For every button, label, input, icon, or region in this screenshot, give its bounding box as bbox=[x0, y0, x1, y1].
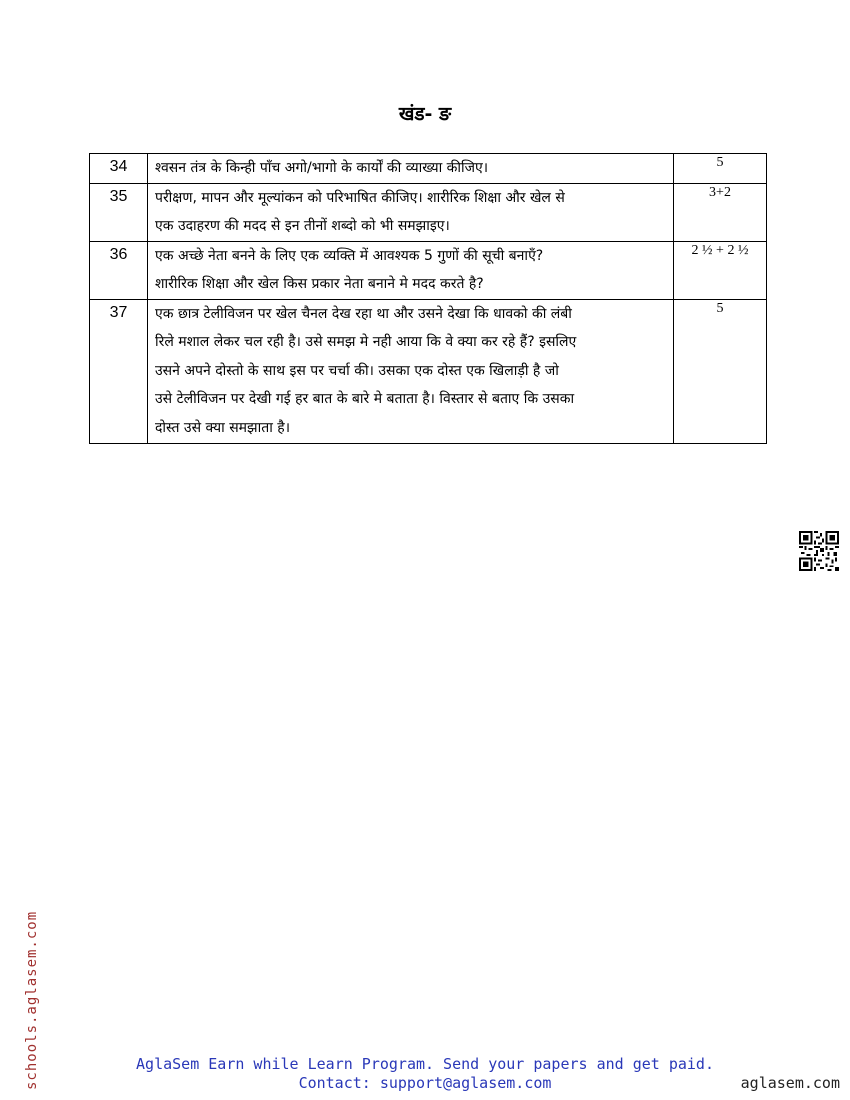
footer-site-link[interactable]: aglasem.com bbox=[740, 1074, 840, 1092]
question-marks: 3+2 bbox=[674, 183, 767, 241]
question-line: दोस्त उसे क्या समझाता है। bbox=[155, 419, 291, 436]
question-text bbox=[148, 299, 674, 443]
question-number: 36 bbox=[90, 241, 148, 299]
question-line: रिले मशाल लेकर चल रही है। उसे समझ मे नही आया कि वे क्या कर रहे हैं? इसलिए bbox=[155, 334, 577, 350]
question-line: एक अच्छे नेता बनने के लिए एक व्यक्ति में आवश्यक 5 गुणों की सूची बनाएँ? bbox=[155, 247, 544, 264]
question-number: 37 bbox=[90, 299, 148, 443]
question-row-35 bbox=[90, 183, 767, 241]
question-text bbox=[148, 183, 674, 241]
question-line: शारीरिक शिक्षा और खेल किस प्रकार नेता बनाने मे मदद करते है? bbox=[155, 276, 484, 292]
question-marks: 2 ½ + 2 ½ bbox=[674, 241, 767, 299]
question-line: एक उदाहरण की मदद से इन तीनों शब्दो को भी समझाइए। bbox=[155, 218, 450, 234]
question-number: 34 bbox=[90, 154, 148, 184]
question-text bbox=[148, 241, 674, 299]
section-title: खंड- ङ bbox=[398, 103, 452, 125]
question-line: परीक्षण, मापन और मूल्यांकन को परिभाषित कीजिए। शारीरिक शिक्षा और खेल से bbox=[155, 189, 565, 206]
question-text bbox=[148, 154, 674, 184]
question-table bbox=[89, 153, 767, 444]
question-row-37 bbox=[90, 299, 767, 443]
question-marks: 5 bbox=[674, 154, 767, 184]
qr-code-icon bbox=[799, 531, 839, 571]
question-marks: 5 bbox=[674, 299, 767, 443]
question-row-36 bbox=[90, 241, 767, 299]
question-line: उसने अपने दोस्तो के साथ इस पर चर्चा की। उसका एक दोस्त एक खिलाड़ी है जो bbox=[155, 362, 559, 379]
question-line: श्वसन तंत्र के किन्ही पाँच अगो/भागो के कार्यों की व्याख्या कीजिए। bbox=[155, 160, 489, 176]
question-line: एक छात्र टेलीविजन पर खेल चैनल देख रहा था और उसने देखा कि धावको की लंबी bbox=[155, 305, 572, 322]
question-line: उसे टेलीविजन पर देखी गई हर बात के बारे मे बताता है। विस्तार से बताए कि उसका bbox=[155, 391, 575, 407]
footer-contact-text: Contact: support@aglasem.com bbox=[298, 1074, 552, 1092]
side-watermark: schools.aglasem.com bbox=[24, 910, 40, 1090]
footer-promo-text: AglaSem Earn while Learn Program. Send your papers and get paid. bbox=[136, 1055, 714, 1073]
question-number: 35 bbox=[90, 183, 148, 241]
question-row-34 bbox=[90, 154, 767, 184]
